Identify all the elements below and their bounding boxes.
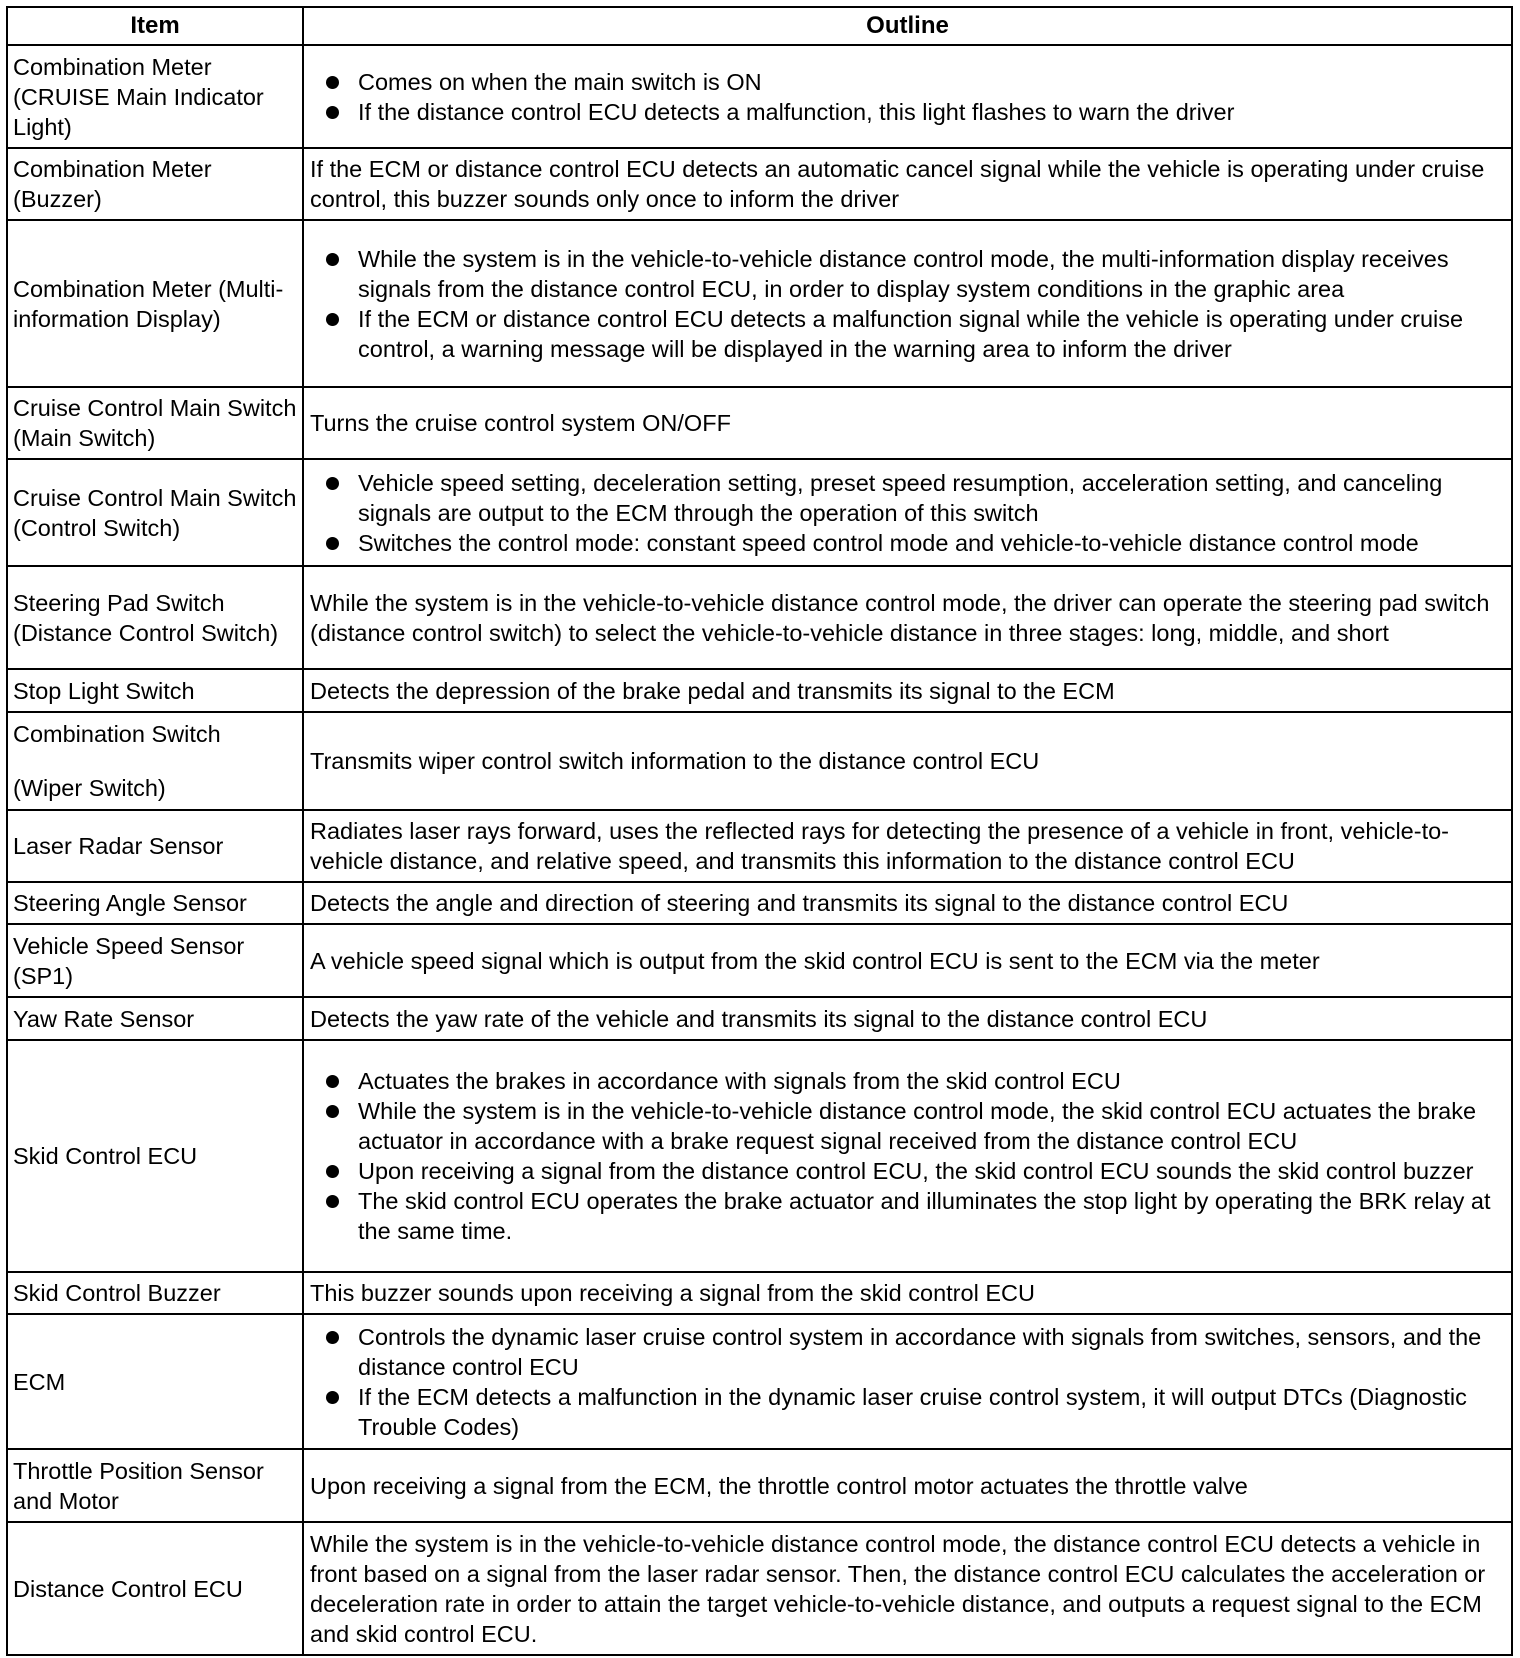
outline-cell: Turns the cruise control system ON/OFF [303,387,1512,459]
table-row [7,1314,1512,1449]
item-cell [7,712,303,810]
table-row [7,882,1512,924]
outline-cell [303,1314,1512,1449]
header-row [7,7,1512,45]
outline-bullet: If the ECM or distance control ECU detects a malfunction signal while the vehicle is operating under cruise control, a warning message will be displayed in the warning area to inform the driver [358,304,1505,364]
table-row [7,1272,1512,1314]
outline-bullet: If the distance control ECU detects a malfunction, this light flashes to warn the driver [358,97,1505,127]
outline-cell [303,1040,1512,1272]
table-row [7,45,1512,148]
table-row [7,566,1512,669]
table-row [7,1449,1512,1522]
outline-bullet-list [310,1066,1505,1246]
outline-cell [303,45,1512,148]
outline-bullet-list [310,244,1505,364]
item-cell-line: Combination Switch [13,721,221,747]
outline-bullet: Switches the control mode: constant speed control mode and vehicle-to-vehicle distance control mode [358,528,1505,558]
outline-bullet: Vehicle speed setting, deceleration setting, preset speed resumption, acceleration setting, and canceling signals are output to the ECM through the operation of this switch [358,468,1505,528]
outline-cell [303,220,1512,387]
outline-bullet-list [310,468,1505,558]
item-cell: Skid Control ECU [7,1040,303,1272]
outline-cell: Radiates laser rays forward, uses the reflected rays for detecting the presence of a vehicle in front, vehicle-to-vehicle distance, and relative speed, and transmits this information to the distance control ECU [303,810,1512,882]
item-cell: Skid Control Buzzer [7,1272,303,1314]
outline-bullet: Upon receiving a signal from the distance control ECU, the skid control ECU sounds the skid control buzzer [358,1156,1505,1186]
item-cell: Combination Meter (CRUISE Main Indicator Light) [7,45,303,148]
outline-cell: This buzzer sounds upon receiving a signal from the skid control ECU [303,1272,1512,1314]
header-item: Item [7,7,303,45]
item-cell: Laser Radar Sensor [7,810,303,882]
outline-bullet: Actuates the brakes in accordance with signals from the skid control ECU [358,1066,1505,1096]
outline-bullet-list [310,67,1505,127]
outline-bullet: If the ECM detects a malfunction in the dynamic laser cruise control system, it will output DTCs (Diagnostic Trouble Codes) [358,1382,1505,1442]
table-row [7,459,1512,566]
item-cell: Cruise Control Main Switch (Control Switch) [7,459,303,566]
outline-bullet-list [310,1322,1505,1442]
table-row [7,810,1512,882]
outline-bullet: Comes on when the main switch is ON [358,67,1505,97]
item-cell: Combination Meter (Multi-information Display) [7,220,303,387]
outline-cell: A vehicle speed signal which is output from the skid control ECU is sent to the ECM via the meter [303,924,1512,997]
table-row [7,712,1512,810]
item-cell-line: (Wiper Switch) [13,775,166,801]
table-row [7,1522,1512,1655]
outline-cell: While the system is in the vehicle-to-vehicle distance control mode, the driver can operate the steering pad switch (distance control switch) to select the vehicle-to-vehicle distance in three stages: long, middle, and short [303,566,1512,669]
item-cell: Steering Angle Sensor [7,882,303,924]
component-outline-table [6,6,1513,1656]
item-cell: Throttle Position Sensor and Motor [7,1449,303,1522]
item-cell: ECM [7,1314,303,1449]
outline-cell: If the ECM or distance control ECU detects an automatic cancel signal while the vehicle is operating under cruise control, this buzzer sounds only once to inform the driver [303,148,1512,220]
item-cell: Cruise Control Main Switch (Main Switch) [7,387,303,459]
outline-cell: Detects the angle and direction of steering and transmits its signal to the distance control ECU [303,882,1512,924]
outline-cell: Detects the yaw rate of the vehicle and transmits its signal to the distance control ECU [303,997,1512,1040]
outline-bullet: The skid control ECU operates the brake actuator and illuminates the stop light by operating the BRK relay at the same time. [358,1186,1505,1246]
outline-cell [303,459,1512,566]
table-row [7,220,1512,387]
outline-cell: While the system is in the vehicle-to-vehicle distance control mode, the distance control ECU detects a vehicle in front based on a signal from the laser radar sensor. Then, the distance control ECU calculates the acceleration or deceleration rate in order to attain the target vehicle-to-vehicle distance, and outputs a request signal to the ECM and skid control ECU. [303,1522,1512,1655]
item-cell: Vehicle Speed Sensor (SP1) [7,924,303,997]
table-row [7,997,1512,1040]
item-cell: Stop Light Switch [7,669,303,712]
outline-bullet: While the system is in the vehicle-to-vehicle distance control mode, the skid control ECU actuates the brake actuator in accordance with a brake request signal received from the distance control ECU [358,1096,1505,1156]
outline-bullet: While the system is in the vehicle-to-vehicle distance control mode, the multi-information display receives signals from the distance control ECU, in order to display system conditions in the graphic area [358,244,1505,304]
table-row [7,669,1512,712]
table-row [7,1040,1512,1272]
item-cell: Steering Pad Switch (Distance Control Switch) [7,566,303,669]
outline-cell: Upon receiving a signal from the ECM, the throttle control motor actuates the throttle valve [303,1449,1512,1522]
item-cell: Yaw Rate Sensor [7,997,303,1040]
table-row [7,924,1512,997]
table-row [7,387,1512,459]
outline-bullet: Controls the dynamic laser cruise control system in accordance with signals from switches, sensors, and the distance control ECU [358,1322,1505,1382]
outline-cell: Transmits wiper control switch information to the distance control ECU [303,712,1512,810]
table-row [7,148,1512,220]
outline-cell: Detects the depression of the brake pedal and transmits its signal to the ECM [303,669,1512,712]
item-cell: Combination Meter (Buzzer) [7,148,303,220]
item-cell: Distance Control ECU [7,1522,303,1655]
header-outline: Outline [303,7,1512,45]
